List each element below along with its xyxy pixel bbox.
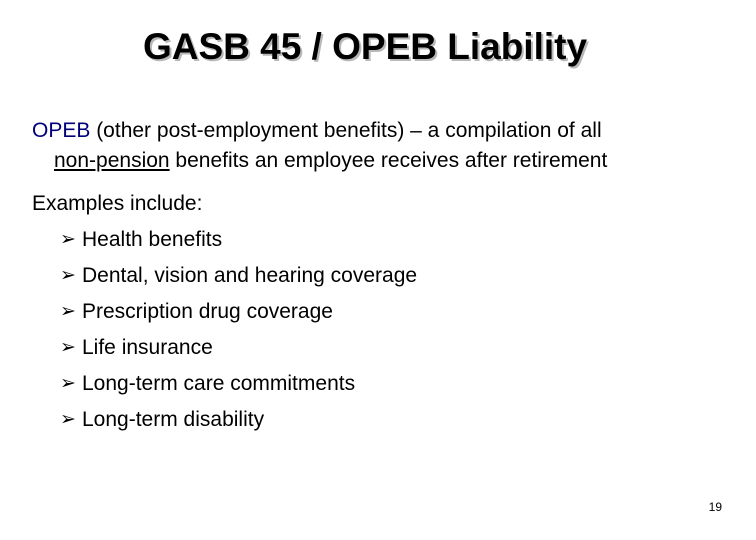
list-item-label: Health benefits <box>82 228 223 251</box>
list-item <box>60 330 732 366</box>
arrow-bullet-icon: ➢ <box>60 229 76 250</box>
slide-title: GASB 45 / OPEB Liability <box>142 26 588 67</box>
list-item-label: Life insurance <box>82 336 213 359</box>
arrow-bullet-icon: ➢ <box>60 409 76 430</box>
definition-term: OPEB <box>32 119 91 142</box>
list-item-label: Dental, vision and hearing coverage <box>82 264 418 287</box>
page-number: 19 <box>708 500 722 514</box>
examples-heading: Examples include: <box>32 192 203 215</box>
underlined-term: non-pension <box>54 149 170 172</box>
definition-text-2: benefits an employee receives after retirement <box>169 149 608 172</box>
list-item <box>60 294 732 330</box>
definition-text-1: (other post-employment benefits) – a compilation of all <box>90 119 602 142</box>
arrow-bullet-icon: ➢ <box>60 373 76 394</box>
examples-list <box>32 222 732 438</box>
arrow-bullet-icon: ➢ <box>60 301 76 322</box>
list-item <box>60 402 732 438</box>
list-item-label: Long-term disability <box>82 408 265 431</box>
list-item <box>60 258 732 294</box>
definition-line-1 <box>32 116 732 146</box>
list-item <box>60 222 732 258</box>
list-item-label: Prescription drug coverage <box>82 300 333 323</box>
list-item <box>60 366 732 402</box>
arrow-bullet-icon: ➢ <box>60 265 76 286</box>
examples-section <box>32 186 732 438</box>
definition-line-2 <box>32 146 732 176</box>
arrow-bullet-icon: ➢ <box>60 337 76 358</box>
definition-paragraph <box>32 116 732 176</box>
list-item-label: Long-term care commitments <box>82 372 356 395</box>
